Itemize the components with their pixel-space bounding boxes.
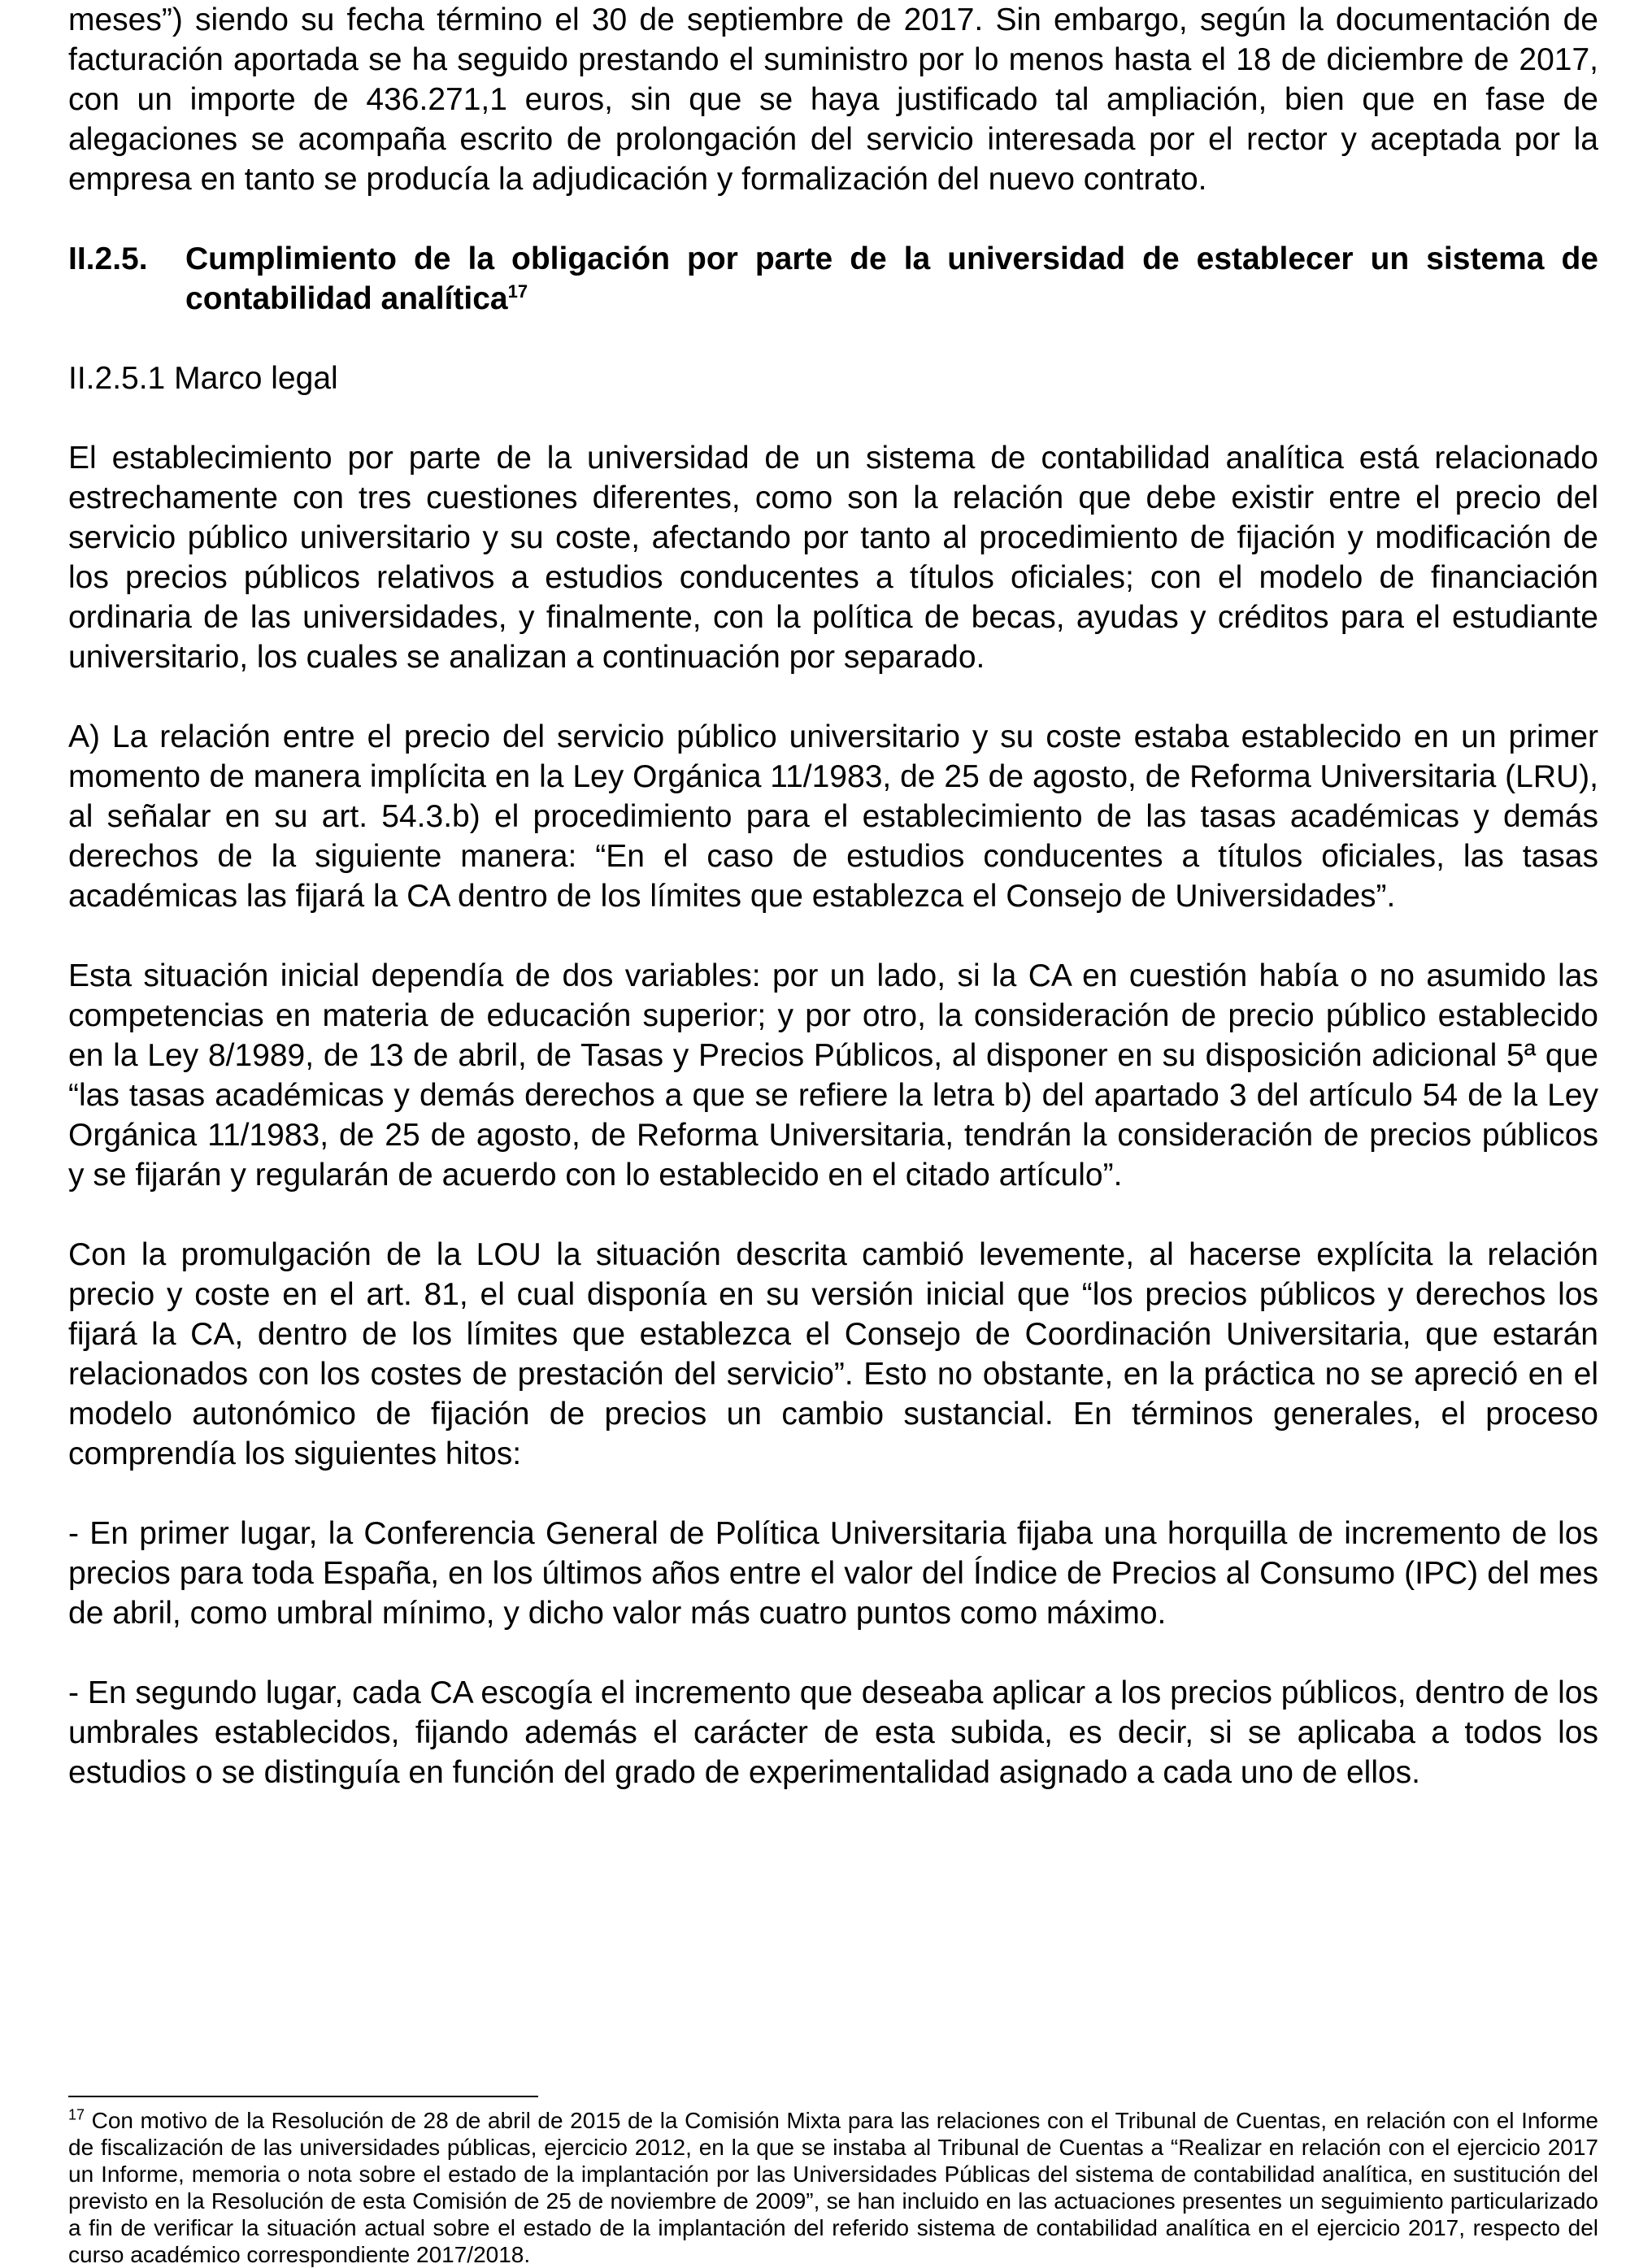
section-number: II.2.5. — [68, 241, 148, 276]
footnote-number: 17 — [68, 2106, 85, 2123]
paragraph-lou: Con la promulgación de la LOU la situación descrita cambió levemente, al hacerse explícita la relación precio y coste en el art. 81, el cual disponía en su versión inicial que “los precios públicos y derechos los fijará la CA, dentro de los límites que establezca el Consejo de Coordinación Universitaria, que estarán relacionados con los costes de prestación del servicio”. Esto no obstante, en la práctica no se apreció en el modelo autonómico de fijación de precios un cambio sustancial. En términos generales, el proceso comprendía los siguientes hitos: — [68, 1237, 1598, 1471]
subsection-title: II.2.5.1 Marco legal — [68, 361, 338, 396]
footnote-text: Con motivo de la Resolución de 28 de abril de 2015 de la Comisión Mixta para las relaciones con el Tribunal de Cuentas, en relación con el Informe de fiscalización de las universidades públicas, ejercicio 2012, en la que se instaba al Tribunal de Cuentas a “Realizar en relación con el ejercicio 2017 un Informe, memoria o nota sobre el estado de la implantación por las Universidades Públicas del sistema de contabilidad analítica, en sustitución del previsto en la Resolución de esta Comisión de 25 de noviembre de 2009”, se han incluido en las actuaciones presentes un seguimiento particularizado a fin de verificar la situación actual sobre el estado de la implantación del referido sistema de contabilidad analítica en el ejercicio 2017, respecto del curso académico correspondiente 2017/2018. — [68, 2108, 1599, 2267]
list-item-first: - En primer lugar, la Conferencia General de Política Universitaria fijaba una horquilla de incremento de los precios para toda España, en los últimos años entre el valor del Índice de Precios al Consumo (IPC) del mes de abril, como umbral mínimo, y dicho valor más cuatro puntos como máximo. — [68, 1516, 1598, 1631]
section-title-wrap — [185, 239, 1598, 319]
paragraph-a: A) La relación entre el precio del servicio público universitario y su coste estaba establecido en un primer momento de manera implícita en la Ley Orgánica 11/1983, de 25 de agosto, de Reforma Universitaria (LRU), al señalar en su art. 54.3.b) el procedimiento para el establecimiento de las tasas académicas y demás derechos de la siguiente manera: “En el caso de estudios conducentes a títulos oficiales, las tasas académicas las fijará la CA dentro de los límites que establezca el Consejo de Universidades”. — [68, 719, 1598, 914]
section-heading — [68, 239, 1598, 319]
document-page — [68, 0, 1598, 1832]
paragraph-intro: El establecimiento por parte de la universidad de un sistema de contabilidad analítica está relacionado estrechamente con tres cuestiones diferentes, como son la relación que debe existir entre el precio del servicio público universitario y su coste, afectando por tanto al procedimiento de fijación y modificación de los precios públicos relativos a estudios conducentes a títulos oficiales; con el modelo de financiación ordinaria de las universidades, y finalmente, con la política de becas, ayudas y créditos para el estudiante universitario, los cuales se analizan a continuación por separado. — [68, 441, 1598, 675]
section-title: Cumplimiento de la obligación por parte de la universidad de establecer un sistema de contabilidad analítica — [185, 241, 1598, 316]
paragraph-initial-situation: Esta situación inicial dependía de dos variables: por un lado, si la CA en cuestión había o no asumido las competencias en materia de educación superior; y por otro, la consideración de precio público establecido en la Ley 8/1989, de 13 de abril, de Tasas y Precios Públicos, al disponer en su disposición adicional 5ª que “las tasas académicas y demás derechos a que se refiere la letra b) del apartado 3 del artículo 54 de la Ley Orgánica 11/1983, de 25 de agosto, de Reforma Universitaria, tendrán la consideración de precios públicos y se fijarán y regularán de acuerdo con lo establecido en el citado artículo”. — [68, 958, 1598, 1193]
footnote — [68, 2107, 1598, 2268]
footnote-divider — [68, 2096, 538, 2097]
footnote-ref[interactable]: 17 — [507, 281, 528, 302]
paragraph-contract-extension: meses”) siendo su fecha término el 30 de septiembre de 2017. Sin embargo, según la documentación de facturación aportada se ha seguido prestando el suministro por lo menos hasta el 18 de diciembre de 2017, con un importe de 436.271,1 euros, sin que se haya justificado tal ampliación, bien que en fase de alegaciones se acompaña escrito de prolongación del servicio interesada por el rector y aceptada por la empresa en tanto se producía la adjudicación y formalización del nuevo contrato. — [68, 2, 1598, 197]
list-item-second: - En segundo lugar, cada CA escogía el incremento que deseaba aplicar a los precios públicos, dentro de los umbrales establecidos, fijando además el carácter de esta subida, es decir, si se aplicaba a todos los estudios o se distinguía en función del grado de experimentalidad asignado a cada uno de ellos. — [68, 1675, 1598, 1790]
